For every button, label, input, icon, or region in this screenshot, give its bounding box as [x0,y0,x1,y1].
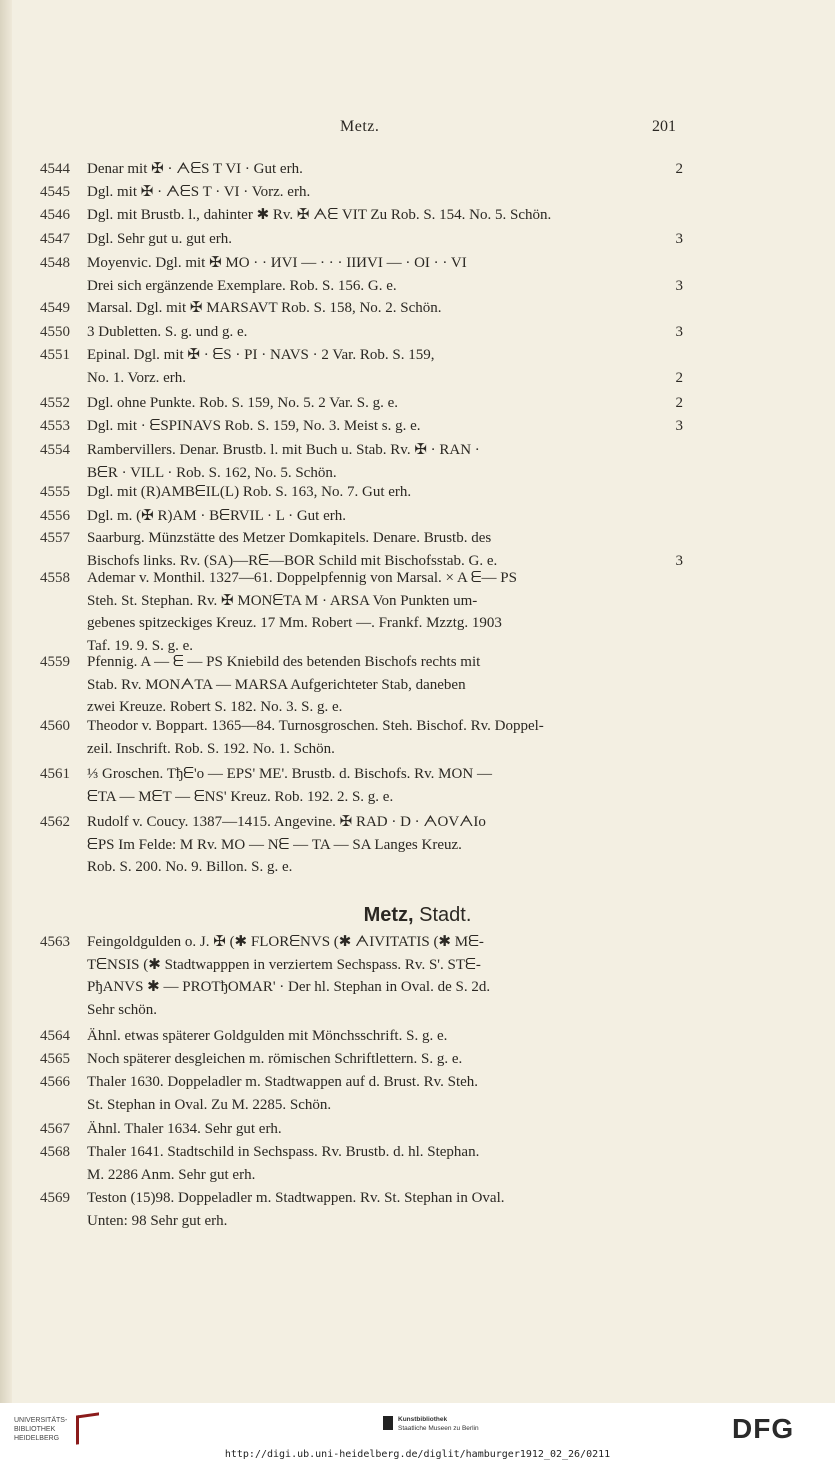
entry-number: 4562 [40,814,70,830]
entry-text-line: Dgl. m. (✠ R)AM · BᗴRVIL · L · Gut erh. [87,508,346,524]
entry-text-line: Dgl. mit Brustb. l., dahinter ✱ Rv. ✠ ᗅᗴ VIT Zu Rob. S. 154. No. 5. Schön. [87,207,552,223]
kb-logo-line: Staatliche Museen zu Berlin [398,1425,479,1432]
entry-text-line: Saarburg. Münzstätte des Metzer Domkapitels. Denare. Brustb. des [87,530,492,546]
kb-logo-line: Kunstbibliothek [398,1416,448,1423]
entry-text-line: Dgl. mit · ᗴSPINAVS Rob. S. 159, No. 3. Meist s. g. e. [87,418,421,434]
entry-text-line: ᗴPS Im Felde: M Rv. MO — Nᗴ — TA — SA Langes Kreuz. [87,836,462,853]
entry-text-line: Moyenvic. Dgl. mit ✠ MO · · ИVI — · · · IIИVI — · OI · · VI [87,255,467,271]
entry-text-line: zeil. Inschrift. Rob. S. 192. No. 1. Schön. [87,740,335,757]
entry-number: 4551 [40,347,70,363]
entry-price: 2 [675,161,683,177]
entry-text-line: Sehr schön. [87,1002,157,1019]
section-heading [0,904,835,927]
entry-text-line: Thaler 1630. Doppeladler m. Stadtwappen auf d. Brust. Rv. Steh. [87,1074,479,1090]
entry-text-line: Rob. S. 200. No. 9. Billon. S. g. e. [87,859,293,876]
catalog-entry [0,321,835,344]
catalog-entry [0,415,835,438]
entry-text-line: gebenes spitzeckiges Kreuz. 17 Mm. Robert —. Frankf. Mzztg. 1903 [87,615,502,632]
catalog-entry [0,1048,835,1071]
entry-number: 4560 [40,718,70,734]
university-library-logo[interactable] [14,1416,109,1443]
entry-number: 4549 [40,300,70,316]
entry-text-line: Ähnl. etwas späterer Goldgulden mit Mönchsschrift. S. g. e. [87,1028,448,1044]
catalog-entry [0,439,835,484]
entry-number: 4563 [40,934,70,950]
entry-number: 4569 [40,1190,70,1206]
entry-text-line: TᗴNSIS (✱ Stadtwapppen in verziertem Sechspass. Rv. S'. STᗴ- [87,956,481,973]
entry-price: 3 [675,324,683,340]
catalog-entry [0,811,835,879]
running-head [0,118,835,140]
catalog-entry [0,181,835,204]
entry-text-line: Dgl. mit ✠ · ᗅᗴS T · VI · Vorz. erh. [87,184,311,200]
entry-text-line: Marsal. Dgl. mit ✠ MARSAVT Rob. S. 158, No. 2. Schön. [87,300,442,316]
kunstbibliothek-logo[interactable] [398,1415,479,1433]
running-title: Metz. [340,118,380,135]
entry-number: 4557 [40,530,70,546]
dfg-logo[interactable]: DFG [732,1413,795,1444]
entry-text-line: Unten: 98 Sehr gut erh. [87,1212,228,1229]
entry-text-line: Taf. 19. 9. S. g. e. [87,638,194,655]
entry-number: 4545 [40,184,70,200]
entry-number: 4556 [40,508,70,524]
catalog-entry [0,651,835,719]
catalog-entry [0,204,835,227]
entry-number: 4553 [40,418,70,434]
source-url[interactable]: http://digi.ub.uni-heidelberg.de/diglit/hamburger1912_02_26/0211 [224,1449,611,1460]
catalog-entry [0,1118,835,1141]
catalog-entry [0,297,835,320]
entry-text-line: PђANVS ✱ — PROTђOMAR' · Der hl. Stephan in Oval. de S. 2d. [87,979,491,996]
uni-logo-line: HEIDELBERG [14,1435,60,1442]
entry-text-line: Bischofs links. Rv. (SA)—Rᗴ—BOR Schild mit Bischofsstab. G. e. [87,552,498,569]
university-emblem-icon [76,1412,99,1444]
entry-price: 3 [675,231,683,247]
catalog-entry [0,505,835,528]
entry-number: 4547 [40,231,70,247]
catalog-entry [0,715,835,760]
entry-text-line: Noch späterer desgleichen m. römischen Schriftlettern. S. g. e. [87,1051,463,1067]
catalog-entry [0,931,835,1022]
entry-number: 4559 [40,654,70,670]
entry-text-line: Dgl. mit (R)AMBᗴIL(L) Rob. S. 163, No. 7. Gut erh. [87,484,412,500]
entry-text-line: Theodor v. Boppart. 1365—84. Turnosgroschen. Steh. Bischof. Rv. Doppel- [87,718,544,734]
entry-text-line: Feingoldgulden o. J. ✠ (✱ FLORᗴNVS (✱ ᗅIVITATIS (✱ Mᗴ- [87,934,484,950]
entry-text-line: ⅓ Groschen. Tђᗴ'o — EPS' ME'. Brustb. d. Bischofs. Rv. MON — [87,766,492,782]
entry-number: 4546 [40,207,70,223]
entry-number: 4558 [40,570,70,586]
page-number: 201 [652,118,676,135]
entry-number: 4566 [40,1074,70,1090]
entry-text-line: St. Stephan in Oval. Zu M. 2285. Schön. [87,1096,332,1113]
catalog-entry [0,252,835,297]
catalog-entry [0,1187,835,1232]
entry-price: 3 [675,418,683,434]
entry-number: 4544 [40,161,70,177]
entry-number: 4550 [40,324,70,340]
entry-text-line: Ähnl. Thaler 1634. Sehr gut erh. [87,1121,282,1137]
entry-number: 4552 [40,395,70,411]
entry-text-line: BᗴR · VILL · Rob. S. 162, No. 5. Schön. [87,464,337,481]
entry-number: 4564 [40,1028,70,1044]
section-heading-bold: Metz, [363,904,414,926]
entry-text-line: M. 2286 Anm. Sehr gut erh. [87,1166,256,1183]
entry-number: 4567 [40,1121,70,1137]
entry-text-line: Rudolf v. Coucy. 1387—1415. Angevine. ✠ RAD · D · ᗅOVᗅIo [87,814,486,830]
catalog-entry [0,1071,835,1116]
entry-text-line: Teston (15)98. Doppeladler m. Stadtwappen. Rv. St. Stephan in Oval. [87,1190,505,1206]
catalog-entry [0,1025,835,1048]
entry-text-line: Rambervillers. Denar. Brustb. l. mit Buch u. Stab. Rv. ✠ · RAN · [87,442,480,458]
catalog-entry [0,567,835,658]
catalog-entry [0,158,835,181]
catalog-entry [0,527,835,572]
entry-number: 4554 [40,442,70,458]
entry-text-line: Epinal. Dgl. mit ✠ · ᗴS · PI · NAVS · 2 Var. Rob. S. 159, [87,347,435,363]
entry-number: 4568 [40,1144,70,1160]
entry-text-line: Stab. Rv. MONᗅTA — MARSA Aufgerichteter Stab, daneben [87,676,466,693]
entry-price: 2 [675,369,683,386]
kunstbibliothek-emblem-icon [383,1416,393,1430]
entry-text-line: Steh. St. Stephan. Rv. ✠ MONᗴTA M · ARSA Von Punkten um- [87,592,478,609]
entry-text-line: Dgl. ohne Punkte. Rob. S. 159, No. 5. 2 Var. S. g. e. [87,395,398,411]
entry-text-line: Dgl. Sehr gut u. gut erh. [87,231,232,247]
uni-logo-line: UNIVERSITÄTS- [14,1417,68,1424]
entry-number: 4565 [40,1051,70,1067]
entry-text-line: zwei Kreuze. Robert S. 182. No. 3. S. g. e. [87,699,343,716]
entry-text-line: Thaler 1641. Stadtschild in Sechspass. Rv. Brustb. d. hl. Stephan. [87,1144,480,1160]
entry-price: 3 [675,552,683,569]
catalog-entry [0,392,835,415]
catalog-entry [0,228,835,251]
uni-logo-line: BIBLIOTHEK [14,1426,56,1433]
entry-text-line: Ademar v. Monthil. 1327—61. Doppelpfennig von Marsal. × A ᗴ— PS [87,570,517,586]
catalog-entry [0,344,835,389]
entry-text-line: Pfennig. A — ᗴ — PS Kniebild des betenden Bischofs rechts mit [87,654,481,670]
entry-price: 3 [675,277,683,294]
entry-text-line: Drei sich ergänzende Exemplare. Rob. S. 156. G. e. [87,277,397,294]
entry-text-line: Denar mit ✠ · ᗅᗴS T VI · Gut erh. [87,161,303,177]
entry-number: 4548 [40,255,70,271]
section-heading-rest: Stadt. [419,904,472,926]
entry-text-line: No. 1. Vorz. erh. [87,369,187,386]
catalog-entry [0,481,835,504]
entry-number: 4561 [40,766,70,782]
entry-text-line: 3 Dubletten. S. g. und g. e. [87,324,248,340]
catalog-entry [0,1141,835,1186]
catalog-entry [0,763,835,808]
entry-text-line: ᗴTA — MᗴT — ᗴNS' Kreuz. Rob. 192. 2. S. g. e. [87,788,394,805]
entry-number: 4555 [40,484,70,500]
entry-price: 2 [675,395,683,411]
